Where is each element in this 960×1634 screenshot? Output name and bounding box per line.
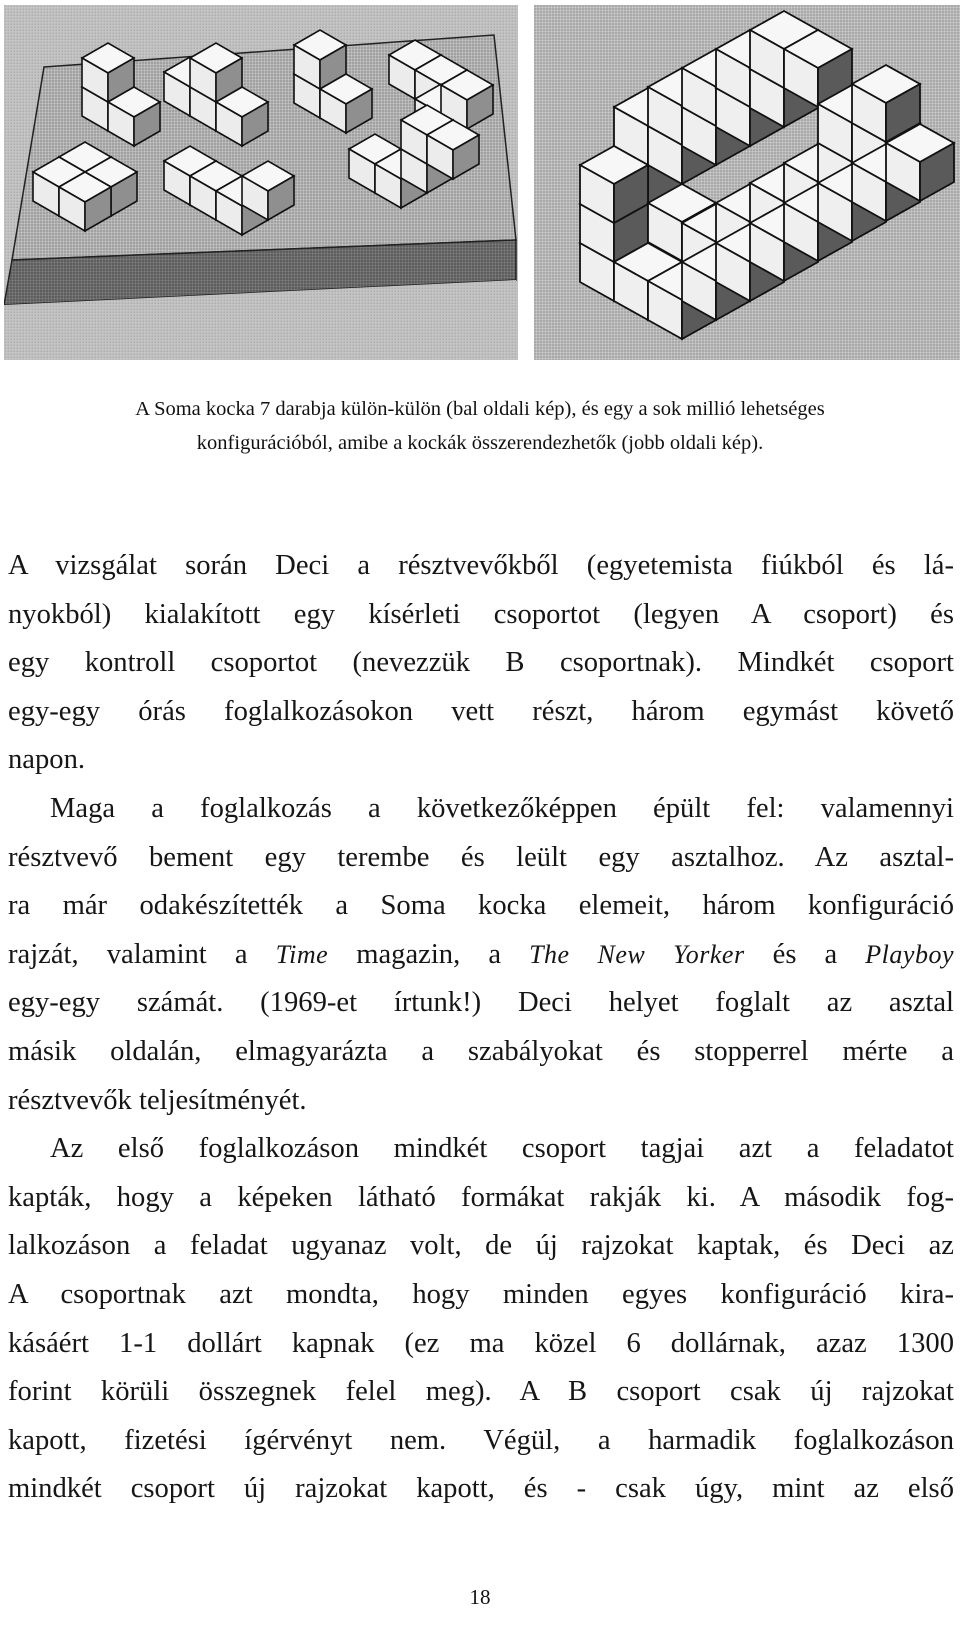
magazine-title-playboy: Playboy [865, 939, 954, 969]
text-line: nyokból) kialakított egy kísérleti csoportot (legyen A csoport) és [8, 598, 954, 630]
text-line: egy kontroll csoportot (nevezzük B csoportnak). Mindkét csoport [8, 647, 954, 679]
text-line: A csoportnak azt mondta, hogy minden egyes konfiguráció kira- [8, 1278, 954, 1310]
body-text [8, 542, 954, 1514]
text-line: forint körüli összegnek felel meg). A B csoport csak új rajzokat [8, 1376, 954, 1408]
soma-pieces-image [4, 5, 518, 360]
magazine-title-new-yorker: The New Yorker [529, 939, 745, 969]
text-line: résztvevő bement egy terembe és leült egy asztalhoz. Az asztal- [8, 841, 954, 873]
text-line: másik oldalán, elmagyarázta a szabályokat és stopperrel mérte a [8, 1035, 954, 1067]
text-line: napon. [8, 744, 86, 776]
text-line: kapott, fizetési ígérvényt nem. Végül, a harmadik foglalkozáson [8, 1424, 954, 1456]
text-line: kásáért 1-1 dollárt kapnak (ez ma közel 6 dollárnak, azaz 1300 [8, 1327, 954, 1359]
figure-caption [0, 392, 960, 460]
text-line: lalkozáson a feladat ugyanaz volt, de új rajzokat kaptak, és Deci az [8, 1230, 954, 1262]
text-line: Maga a foglalkozás a következőképpen épült fel: valamennyi [50, 792, 954, 824]
text-segment: rajzát, valamint a [8, 938, 276, 970]
figures-row [0, 0, 960, 365]
text-line: Az első foglalkozáson mindkét csoport tagjai azt a feladatot [50, 1133, 954, 1165]
magazine-title-time: Time [275, 939, 329, 969]
text-line: egy-egy számát. (1969-et írtunk!) Deci helyet foglalt az asztal [8, 987, 954, 1019]
text-line: résztvevők teljesítményét. [8, 1084, 307, 1116]
soma-configuration-image [534, 5, 960, 360]
text-line: egy-egy órás foglalkozásokon vett részt, három egymást követő [8, 695, 954, 727]
text-line: kapták, hogy a képeken látható formákat rakják ki. A második fog- [8, 1181, 954, 1213]
page-number: 18 [469, 1585, 491, 1609]
text-line-magazines [8, 931, 954, 980]
text-segment: magazin, a [328, 938, 530, 970]
caption-line: konfigurációból, amibe a kockák összerendezhetők (jobb oldali kép). [196, 432, 764, 454]
text-segment: és a [744, 938, 866, 970]
text-line: A vizsgálat során Deci a résztvevőkből (egyetemista fiúkból és lá- [8, 550, 954, 581]
text-line: ra már odakészítették a Soma kocka elemeit, három konfiguráció [8, 890, 954, 922]
text-line: mindkét csoport új rajzokat kapott, és - csak úgy, mint az első [8, 1473, 954, 1505]
caption-line: A Soma kocka 7 darabja külön-külön (bal oldali kép), és egy a sok millió lehetséges [135, 398, 825, 420]
